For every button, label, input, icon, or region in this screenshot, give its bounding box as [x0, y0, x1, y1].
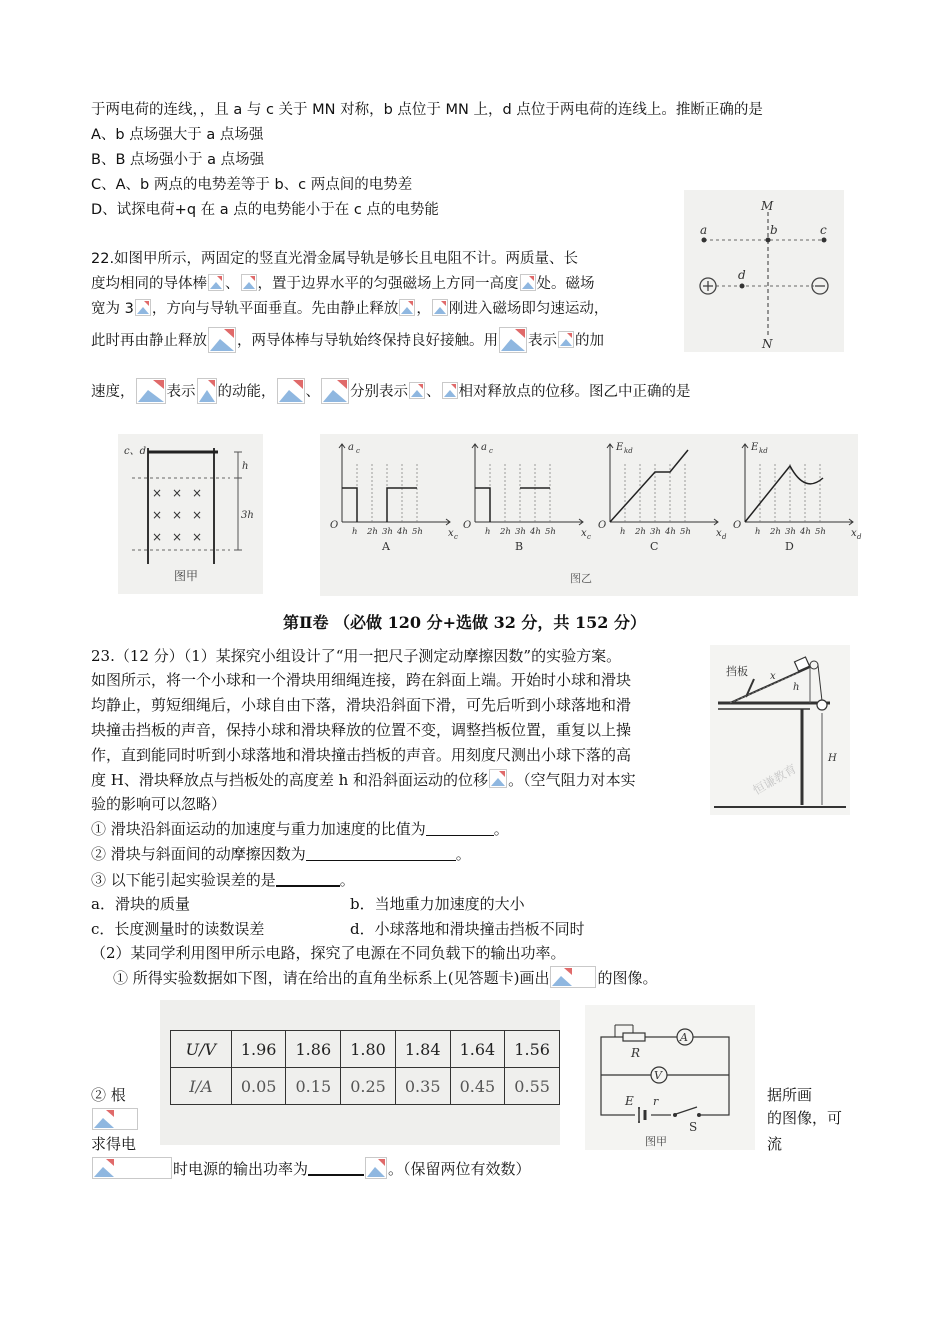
q23-part-2-sub-1	[113, 966, 658, 988]
broken-image-icon	[208, 327, 236, 353]
broken-image-icon	[92, 1108, 138, 1130]
q23-s1a: ① 滑块沿斜面运动的加速度与重力加速度的比值为	[91, 820, 426, 838]
origin-label: O	[330, 520, 339, 531]
origin-label: O	[598, 520, 607, 531]
caption-yi: 图乙	[570, 572, 592, 585]
q22-figure-yi	[320, 434, 862, 596]
voltmeter-label: V	[654, 1069, 662, 1082]
tick-label: 2h	[635, 527, 646, 537]
q23-p2s2-left-2: 求得电	[91, 1135, 137, 1153]
caption-jia: 图甲	[174, 569, 199, 583]
q23-p2s2-right-1: 据所画	[767, 1086, 813, 1104]
q23-part-2: （2）某同学利用图甲所示电路，探究了电源在不同负载下的输出功率。	[91, 944, 566, 962]
y-axis-subscript: c	[356, 447, 360, 455]
q23-p2s1b: 的图像。	[597, 969, 658, 987]
label-s: S	[689, 1120, 698, 1134]
q22-l5g: 相对释放点的位移。图乙中正确的是	[458, 384, 691, 400]
x-axis-label: x	[851, 528, 857, 539]
graph-curve	[475, 488, 550, 522]
x-axis-subscript: c	[454, 533, 458, 541]
tick-label: 3h	[650, 527, 661, 537]
svg-text:×: ×	[152, 530, 163, 544]
q22-l5e: 分别表示	[350, 384, 408, 400]
ammeter-label: A	[680, 1031, 688, 1044]
q23-s1b: 。	[493, 820, 509, 838]
table-cell-i: 0.05	[231, 1068, 286, 1105]
tick-label: h	[620, 527, 626, 537]
q23-option-d: d．小球落地和滑块撞击挡板不同时	[350, 920, 585, 938]
q22-line-5	[91, 378, 691, 404]
q23-sub-1	[91, 819, 509, 839]
broken-image-icon	[442, 382, 458, 399]
y-axis-label: a	[481, 442, 487, 453]
table-cell-i: 0.35	[395, 1068, 450, 1105]
q23-s3a: ③ 以下能引起实验误差的是	[91, 871, 276, 889]
label-cd: c、d	[124, 446, 147, 457]
watermark-text: 恒谦教育	[750, 761, 800, 798]
broken-image-icon	[432, 299, 448, 316]
q23-line-1: 23.（12 分）（1）某探究小组设计了“用一把尺子测定动摩擦因数”的实验方案。	[91, 647, 622, 665]
svg-text:×: ×	[172, 530, 183, 544]
svg-text:×: ×	[192, 530, 203, 544]
table-cell-i: 0.15	[286, 1068, 341, 1105]
tick-label: 4h	[397, 527, 408, 537]
table-header-i: I/A	[171, 1068, 232, 1105]
q23-p2s2-right-2: 的图像，可	[767, 1109, 843, 1127]
broken-image-icon	[489, 769, 507, 788]
answer-blank-2[interactable]	[306, 844, 456, 861]
q21-option-a: A、b 点场强大于 a 点场强	[91, 127, 264, 143]
broken-image-icon	[197, 378, 217, 404]
graph-curve	[342, 488, 417, 522]
broken-image-icon	[499, 327, 527, 353]
q22-l3b: ，方向与导轨平面垂直。先由静止释放	[151, 301, 399, 317]
q23-option-a: a．滑块的质量	[91, 895, 190, 913]
tick-label: 5h	[680, 527, 691, 537]
tick-label: 5h	[545, 527, 556, 537]
graph-curve	[745, 466, 823, 522]
tick-label: 3h	[785, 527, 796, 537]
table-cell-u: 1.84	[395, 1031, 450, 1068]
broken-image-icon	[241, 274, 257, 291]
broken-image-icon	[208, 274, 224, 291]
table-header-u: U/V	[171, 1031, 232, 1068]
circuit-caption: 图甲	[645, 1135, 667, 1148]
y-axis-label: E	[616, 442, 624, 453]
q23-p2s1a: ① 所得实验数据如下图，请在给出的直角坐标系上(见答题卡)画出	[113, 969, 550, 987]
y-axis-label: a	[348, 442, 354, 453]
tick-label: 2h	[770, 527, 781, 537]
broken-image-icon	[365, 1157, 387, 1179]
answer-blank-1[interactable]	[426, 819, 494, 836]
q23-l6b: 。（空气阻力对本实	[508, 771, 636, 789]
table-cell-u: 1.64	[450, 1031, 505, 1068]
table-cell-u: 1.96	[231, 1031, 286, 1068]
svg-text:×: ×	[172, 486, 183, 500]
q22-l4d: 的加	[575, 333, 604, 349]
broken-image-icon	[277, 378, 305, 404]
q23-line-7: 验的影响可以忽略）	[91, 795, 227, 813]
broken-image-icon	[550, 966, 596, 988]
q22-line-1: 22.如图甲所示，两固定的竖直光滑金属导轨是够长且电阻不计。两质量、长	[91, 251, 579, 267]
label-n: N	[762, 337, 773, 351]
broken-image-icon	[399, 299, 415, 316]
x-axis-subscript: d	[722, 533, 727, 541]
graph-letter: C	[650, 540, 659, 553]
x-axis-label: x	[581, 528, 587, 539]
label-h: h	[242, 461, 249, 472]
q22-l2a: 度均相同的导体棒	[91, 276, 207, 292]
tick-label: 2h	[500, 527, 511, 537]
q22-l2d: 处。磁场	[536, 276, 595, 292]
q23-p2s2-right-3: 流	[767, 1135, 783, 1153]
q22-line-3	[91, 299, 608, 319]
q23-line-5: 作，直到能同时听到小球落地和滑块撞击挡板的声音。用刻度尺测出小球下落的高	[91, 746, 632, 764]
tick-label: 3h	[382, 527, 393, 537]
broken-image-icon	[92, 1157, 172, 1179]
tick-label: 4h	[665, 527, 676, 537]
graph-letter: D	[785, 540, 794, 553]
broken-image-icon	[135, 299, 151, 316]
q23-sub-3	[91, 869, 355, 890]
broken-image-icon	[520, 274, 536, 291]
q22-figure-jia	[118, 434, 263, 594]
tick-label: 4h	[530, 527, 541, 537]
q23-p2s2-left-1: ② 根	[91, 1086, 126, 1104]
y-axis-subscript: c	[489, 447, 493, 455]
tick-label: 4h	[800, 527, 811, 537]
origin-label: O	[733, 520, 742, 531]
label-r: R	[631, 1046, 641, 1060]
y-axis-subscript: kd	[624, 447, 633, 455]
q23-line-4: 块撞击挡板的声音，保持小球和滑块释放的位置不变，调整挡板位置，重复以上操	[91, 721, 632, 739]
label-small-r: r	[653, 1095, 659, 1108]
q22-l2b: 、	[225, 276, 240, 292]
table-cell-i: 0.45	[450, 1068, 505, 1105]
label-d: d	[738, 268, 746, 282]
graph-letter: A	[382, 540, 390, 553]
label-b: b	[770, 223, 778, 237]
q23-data-table	[170, 1030, 560, 1105]
answer-blank-power[interactable]	[308, 1158, 364, 1176]
q21-option-b: B、B 点场强小于 a 点场强	[91, 152, 265, 168]
broken-image-icon	[136, 378, 166, 404]
q22-l5b: 表示	[166, 384, 196, 400]
label-3h: 3h	[241, 510, 254, 521]
q22-l4a: 此时再由静止释放	[91, 333, 207, 349]
origin-label: O	[463, 520, 472, 531]
q23-p2s2-last-a: 时电源的输出功率为	[173, 1160, 309, 1178]
broken-image-icon	[409, 382, 425, 399]
q21-option-d: D、试探电荷+q 在 a 点的电势能小于在 c 点的电势能	[91, 202, 439, 218]
q22-l5f: 、	[426, 384, 441, 400]
tick-label: 5h	[412, 527, 423, 537]
svg-text:×: ×	[192, 486, 203, 500]
x-axis-subscript: c	[587, 533, 591, 541]
y-axis-subscript: kd	[759, 447, 768, 455]
q23-p2s2-image-placeholder	[91, 1108, 139, 1131]
q23-sub-2	[91, 844, 471, 864]
q21-charge-figure	[684, 190, 844, 352]
label-a: a	[700, 223, 708, 237]
label-h-incline: h	[793, 682, 800, 693]
q23-option-c: c．长度测量时的读数误差	[91, 920, 265, 938]
q23-line-6	[91, 769, 636, 790]
broken-image-icon	[321, 378, 349, 404]
label-baffle: 挡板	[726, 665, 748, 678]
q23-line-3: 均静止，剪短细绳后，小球自由下落，滑块沿斜面下滑，可先后听到小球落地和滑	[91, 696, 632, 714]
q22-l5d: 、	[305, 384, 320, 400]
q21-intro: 于两电荷的连线，，且 a 与 c 关于 MN 对称，b 点位于 MN 上，d 点位于两电荷的连线上。推断正确的是	[91, 102, 763, 118]
table-cell-i: 0.55	[505, 1068, 560, 1105]
tick-label: 3h	[515, 527, 526, 537]
q21-option-c: C、A、b 两点的电势差等于 b、c 两点间的电势差	[91, 177, 413, 193]
tick-label: h	[755, 527, 761, 537]
q22-l4c: 表示	[528, 333, 557, 349]
q22-l2c: ，置于边界水平的匀强磁场上方同一高度	[257, 276, 519, 292]
q22-l4b: ，两导体棒与导轨始终保持良好接触。用	[237, 333, 498, 349]
tick-label: h	[485, 527, 491, 537]
x-axis-label: x	[716, 528, 722, 539]
table-cell-i: 0.25	[341, 1068, 396, 1105]
q23-s2a: ② 滑块与斜面间的动摩擦因数为	[91, 845, 306, 863]
q22-l5a: 速度，	[91, 384, 135, 400]
svg-text:×: ×	[172, 508, 183, 522]
q23-circuit-figure	[585, 1005, 755, 1150]
answer-blank-3[interactable]	[276, 869, 340, 887]
table-cell-u: 1.56	[505, 1031, 560, 1068]
section-2-title: 第Ⅱ卷 （必做 120 分+选做 32 分，共 152 分）	[283, 613, 646, 632]
q22-l3d: 刚进入磁场即匀速运动，	[448, 301, 609, 317]
q22-line-2	[91, 274, 595, 294]
table-cell-u: 1.80	[341, 1031, 396, 1068]
tick-label: 2h	[367, 527, 378, 537]
q22-l3a: 宽为 3	[91, 301, 134, 317]
graph-letter: B	[515, 540, 524, 553]
q23-data-table-figure	[160, 1000, 560, 1145]
q23-incline-figure	[710, 645, 850, 815]
label-c: c	[820, 223, 827, 237]
svg-text:×: ×	[152, 486, 163, 500]
tick-label: h	[352, 527, 358, 537]
label-big-h: H	[828, 753, 837, 764]
svg-text:×: ×	[192, 508, 203, 522]
label-m: M	[761, 199, 774, 213]
q22-l5c: 的动能，	[217, 384, 276, 400]
q22-l3c: ，	[416, 301, 431, 317]
q23-p2s2-last-b: 。（保留两位有效数）	[388, 1160, 531, 1178]
q23-p2s2-last	[91, 1157, 531, 1179]
x-axis-label: x	[448, 528, 454, 539]
q23-s2b: 。	[455, 845, 471, 863]
table-cell-u: 1.86	[286, 1031, 341, 1068]
q23-option-b: b．当地重力加速度的大小	[350, 895, 525, 913]
q22-line-4	[91, 327, 604, 353]
graph-curve	[610, 450, 688, 522]
broken-image-icon	[558, 331, 574, 348]
svg-text:×: ×	[152, 508, 163, 522]
x-axis-subscript: d	[857, 533, 862, 541]
y-axis-label: E	[751, 442, 759, 453]
q23-s3b: 。	[339, 871, 355, 889]
q23-l6a: 度 H、滑块释放点与挡板处的高度差 h 和沿斜面运动的位移	[91, 771, 489, 789]
label-e: E	[625, 1094, 634, 1108]
label-x: x	[770, 671, 776, 682]
tick-label: 5h	[815, 527, 826, 537]
q23-line-2: 如图所示，将一个小球和一个滑块用细绳连接，跨在斜面上端。开始时小球和滑块	[91, 671, 632, 689]
